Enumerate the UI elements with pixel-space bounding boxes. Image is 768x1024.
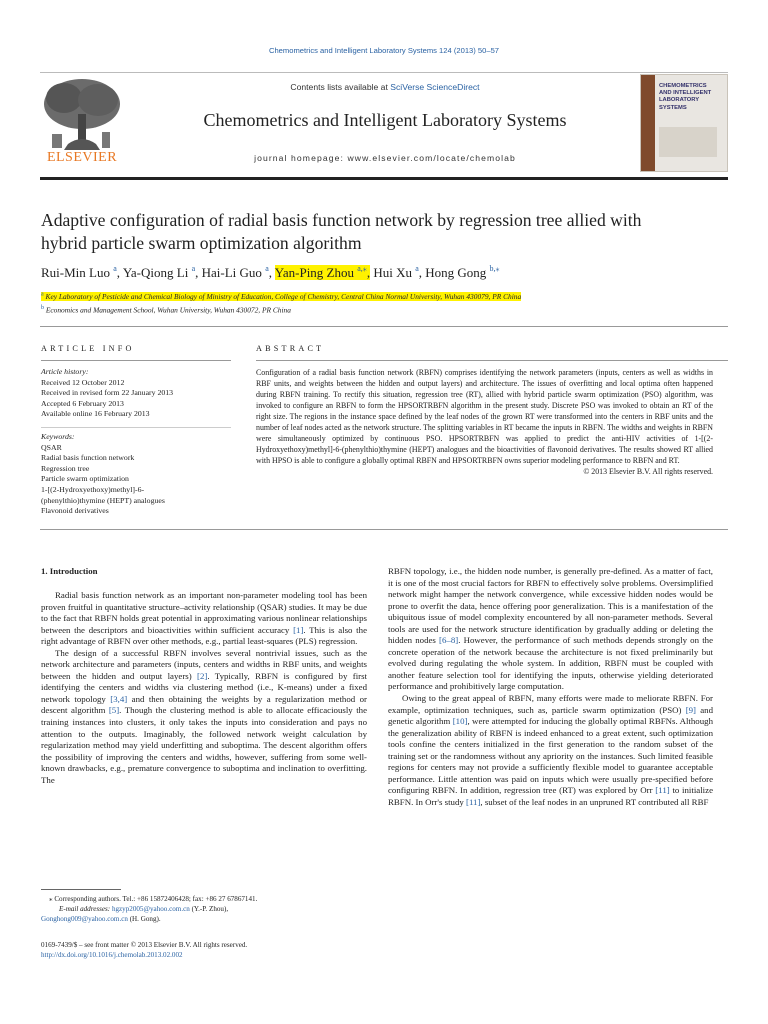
- email-link[interactable]: hgzyp2005@yahoo.com.cn: [111, 905, 190, 913]
- text-run: RBFN topology, i.e., the hidden node number, is generally pre-defined. As a matter of fact, it is one of the most crucial factors for RBFN to effectively solve problems. Oversimplified network might hamper the network convergence, while excessive hidden nodes would be prone to overfit the data, hence offering poor generalization. This is a manifestation of the ubiquitous issue of model complexity encountered by all non-parameter methods. Several tools are used for the network structure identification by gradually adding or deleting the hidden nodes: [388, 566, 713, 646]
- reference-link[interactable]: [3,4]: [110, 693, 128, 704]
- info-rule: [41, 360, 231, 361]
- text-run: , subset of the leaf nodes in an unpruned RT contributed all RBF: [480, 796, 709, 807]
- cover-line: LABORATORY: [659, 97, 700, 104]
- paragraph: [41, 590, 367, 648]
- footnotes: [41, 894, 257, 924]
- journal-title: Chemometrics and Intelligent Laboratory Systems: [203, 110, 567, 130]
- title-line: hybrid particle swarm optimization algorithm: [41, 233, 362, 253]
- affiliation-b: [41, 305, 291, 314]
- reference-link[interactable]: [2]: [197, 670, 208, 681]
- keyword: QSAR: [41, 442, 62, 452]
- corresponding-note: ⁎ Corresponding authors. Tel.: +86 15872406428; fax: +86 27 67867141.: [49, 895, 258, 903]
- author-name: Yan-Ping Zhou: [274, 265, 354, 280]
- article-info-heading: ARTICLE INFO: [41, 344, 135, 353]
- author-affil-mark[interactable]: a: [265, 264, 269, 273]
- text-run: . However, the performance of such methods depends strongly on the concrete operation of the network because the architecture is not fixed preliminarily but evolved during regulating the whole system. In addition, RBFN must be coupled with another feature selection tool for identifying the inputs, otherwise yielding deteriorated performance and prohibitively large computation.: [388, 635, 713, 692]
- email-line: [41, 904, 257, 914]
- homepage-url[interactable]: www.elsevier.com/locate/chemolab: [347, 153, 516, 163]
- email-link[interactable]: Gonghong009@yahoo.com.cn: [41, 915, 128, 923]
- text-run: The design of a successful RBFN involves several nontrivial issues, such as the network architecture and parameters (inputs, centers and widths in RBF units, and weights between the hidden and output layers): [41, 647, 367, 681]
- keywords-divider: [41, 427, 231, 429]
- title-line: Adaptive configuration of radial basis function network by regression tree allied with: [41, 210, 642, 230]
- email-line: [41, 914, 257, 924]
- article-info: [41, 367, 231, 517]
- cover-title: [659, 83, 711, 112]
- header-rule-top: [40, 72, 728, 73]
- cover-line: CHEMOMETRICS: [659, 83, 707, 89]
- text-run: . This is also the right advantage of RBFN over other methods, e.g., partial least-squares (PLS) regression.: [41, 624, 367, 647]
- history-item: Accepted 6 February 2013: [41, 398, 124, 408]
- text-run: and then obtaining the weights by a regularization method or descent algorithm: [41, 693, 367, 716]
- issn-block: [41, 940, 247, 960]
- abstract-body: [256, 367, 713, 477]
- affiliation-text: Economics and Management School, Wuhan University, Wuhan 430072, PR China: [45, 305, 291, 315]
- author-name: Hong Gong: [425, 265, 487, 280]
- right-column: [388, 566, 713, 808]
- affil-mark: b: [41, 305, 44, 311]
- keywords-label: Keywords:: [41, 431, 75, 441]
- header-rule-bottom: [40, 177, 728, 180]
- keyword: Radial basis function network: [41, 453, 135, 463]
- keyword: Regression tree: [41, 463, 90, 473]
- author-list: Rui-Min Luo $^a$, Ya-Qiong Li $^a$, Hai-Li Guo $^a$, Yan-Ping Zhou $^{a,⁎}$, Hui Xu $^a$, Hong Gong $^{b,⁎}$: [41, 264, 500, 280]
- left-column: [41, 590, 367, 786]
- homepage-prefix: journal homepage:: [254, 153, 348, 163]
- abstract-rule: [256, 360, 728, 361]
- keyword: Flavonoid derivatives: [41, 506, 109, 516]
- author-name: Rui-Min Luo: [41, 265, 110, 280]
- author-affil-mark[interactable]: a: [415, 264, 419, 273]
- history-item: Received in revised form 22 January 2013: [41, 388, 174, 398]
- keyword: 1-[(2-Hydroxyethoxy)methyl]-6-: [41, 484, 145, 494]
- text-run: . Though the clustering method is able to allocate efficaciously the training instances into clusters, it only takes the inputs into consideration and pays no attention to the outputs. Imaginably, the followed network weight calculation by regularization method may yield underfitting and suboptima. The descent algorithm offers the possibility of improving the centers and widths, however, suffering from some well-known drawbacks, e.g., premature convergence to suboptima and inclination to overfitting. The: [41, 705, 367, 785]
- cover-line: AND INTELLIGENT: [659, 90, 712, 97]
- author-affil-mark[interactable]: a: [191, 264, 196, 273]
- affiliation-rule: [40, 326, 728, 327]
- affil-mark: a: [41, 292, 44, 298]
- reference-link[interactable]: [11]: [466, 796, 481, 807]
- issn-line: 0169-7439/$ – see front matter © 2013 Elsevier B.V. All rights reserved.: [41, 941, 248, 949]
- reference-link[interactable]: [1]: [293, 624, 304, 635]
- reference-link[interactable]: [10]: [452, 716, 468, 727]
- contents-line: [150, 82, 620, 92]
- sciencedirect-link[interactable]: SciVerse ScienceDirect: [390, 82, 480, 92]
- reference-link[interactable]: [11]: [655, 785, 670, 796]
- abstract-copyright: © 2013 Elsevier B.V. All rights reserved.: [583, 467, 713, 476]
- section-heading-introduction: 1. Introduction: [41, 566, 98, 576]
- doi-link[interactable]: http://dx.doi.org/10.1016/j.chemolab.2013.02.002: [41, 951, 183, 959]
- text-run: Radial basis function network as an important non-parameter modeling tool has been proven fruitful in quantitative structure–activity relationship (QSAR) studies. It may be due to the fact that RBFN holds great potential in approximating various nonlinear relationships between the descriptors and bioactivities within sufficient accuracy: [41, 590, 367, 635]
- paragraph: [388, 566, 713, 693]
- author-name: Hai-Li Guo: [201, 265, 262, 280]
- author-affil-mark[interactable]: a: [113, 264, 117, 273]
- paragraph: [41, 648, 367, 787]
- reference-link[interactable]: [9]: [685, 704, 696, 715]
- email-label: E-mail addresses:: [59, 905, 112, 913]
- history-label: Article history:: [41, 367, 89, 376]
- publisher-wordmark: ELSEVIER: [46, 150, 118, 165]
- cover-band: [641, 75, 655, 171]
- journal-citation: Chemometrics and Intelligent Laboratory Systems 124 (2013) 50–57: [268, 46, 500, 55]
- history-item: Received 12 October 2012: [41, 377, 125, 387]
- author-name: Ya-Qiong Li: [122, 265, 189, 280]
- text-run: . Typically, RBFN is configured by first identifying the centers and widths via clustering method (i.e., K-means) under a fixed network topology: [41, 670, 367, 704]
- contents-prefix: Contents lists available at: [290, 82, 391, 92]
- affiliation-text: Key Laboratory of Pesticide and Chemical Biology of Ministry of Education, College of Chemistry, Central China Normal University, Wuhan 430079, PR China: [45, 292, 522, 302]
- text-run: , were attempted for inducing the globally optimal RBFNs. Although the generalization ability of RBFN is indeed enhanced to a great extent, such optimization tools confine the centers initialized in the first generation to the random subset of the training set or the randomness without any apriority on the instances. Such limited feasible regions for centers may not provide a sufficiently flexible model to guarantee acceptable performance. Little attention was paid on inputs which were usually pre-specified before configuring RBFN. In addition, regression tree (RT) was explored by Orr: [388, 716, 713, 796]
- text-run: Owing to the great appeal of RBFN, many efforts were made to meliorate RBFN. For example, optimization techniques, such as, particle swarm optimization (PSO): [388, 693, 713, 715]
- cover-line: SYSTEMS: [659, 104, 687, 111]
- text-run: to initialize RBFN. In Orr's study: [388, 785, 713, 807]
- cover-block: [659, 127, 717, 157]
- email-owner: (Y.-P. Zhou),: [189, 905, 229, 913]
- author-affil-mark[interactable]: a,⁎: [357, 264, 367, 273]
- highlighted-affiliation: [41, 292, 521, 301]
- journal-cover-thumbnail: [640, 74, 728, 172]
- abstract-bottom-rule: [40, 529, 728, 530]
- history-item: Available online 16 February 2013: [41, 409, 150, 419]
- abstract-heading: ABSTRACT: [256, 344, 325, 353]
- reference-link[interactable]: [5]: [108, 705, 120, 716]
- footnote-rule: [41, 889, 121, 890]
- journal-homepage: [150, 153, 620, 163]
- article-title: [41, 209, 731, 255]
- text-run: and genetic algorithm: [388, 704, 714, 727]
- keyword: Particle swarm optimization: [41, 474, 129, 484]
- reference-link[interactable]: [6–8]: [439, 635, 459, 646]
- affiliation-a: [41, 292, 521, 301]
- abstract-text: Configuration of a radial basis function network (RBFN) comprises identifying the network parameters (inputs, centers as well as widths in RBF units, and weights between the hidden and output layers) and architecture. The issues of overfitting and local optima often happened during RBFN training. To rectify this situation, regression tree (RT), allied with hybrid particle swarm optimization (PSO) algorithm, was invoked to configure an RBFN to form the HPSORTRBFN algorithm in the present study. Discrete PSO was invoked to obtain an RT of the right size. The regions in the instance space defined by the leaf nodes of the grown RT were transformed into the centers in RBF units and the number of leaf nodes acted as the network structure. The splitting variables in RT became the inputs in RBFN. The widths and weights in RBFN were simultaneously optimized by continuous PSO. HPSORTRBFN was applied to predict the anti-HIV activities of 1-[(2-Hydroxyethoxy)methyl]-6-(phenylthio)thymine (HEPT) analogues and the bioactivities of flavonoid derivatives. The results showed RT allied with HPSO is able to configure a globally optimal RBFN and HPSORTRBFN owns superior modeling performance to RBFN and RT.: [256, 368, 713, 465]
- email-owner: (H. Gong).: [127, 915, 161, 923]
- author-affil-mark[interactable]: b,⁎: [489, 264, 500, 273]
- keyword: (phenylthio)thymine (HEPT) analogues: [41, 495, 165, 505]
- author-name: Hui Xu: [373, 265, 412, 280]
- highlighted-author: Yan-Ping Zhou $^{a,⁎}$,: [274, 264, 371, 280]
- paragraph: [388, 693, 713, 808]
